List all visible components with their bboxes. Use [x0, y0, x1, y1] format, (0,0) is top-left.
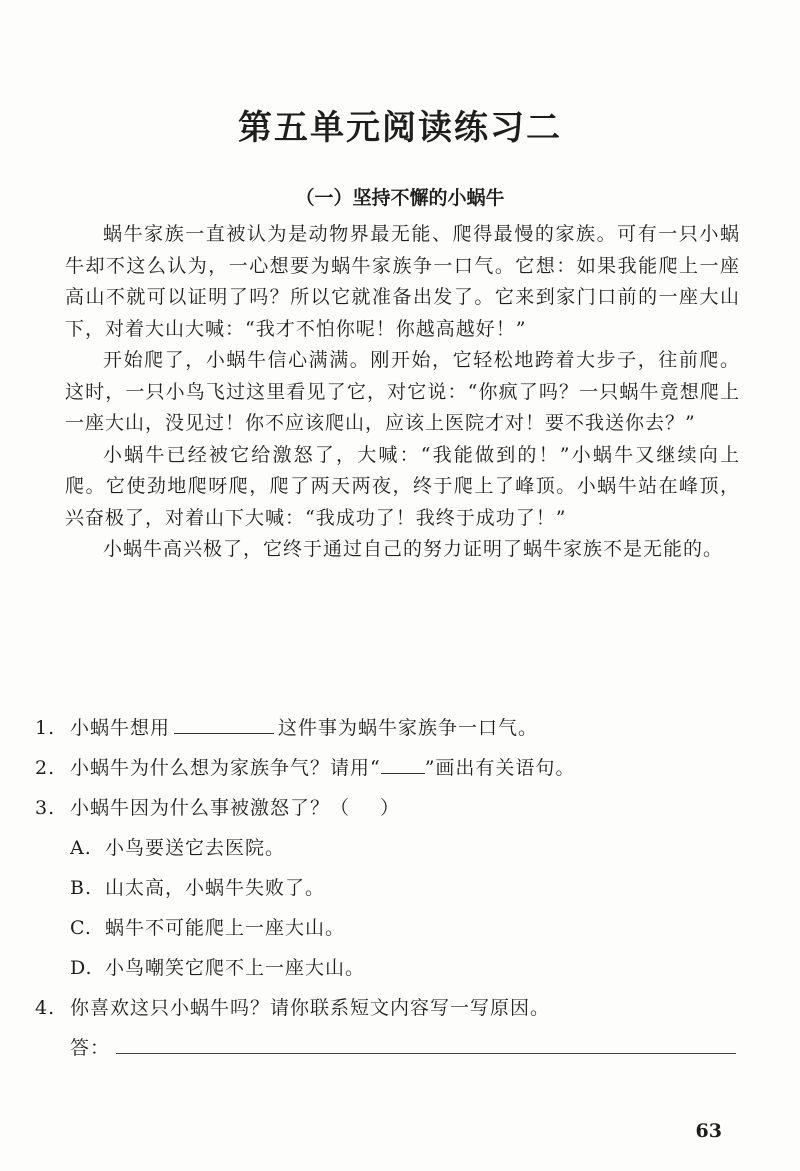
passage-title: （一）坚持不懈的小蜗牛	[295, 187, 505, 209]
passage-paragraph: 小蜗牛已经被它给激怒了，大喊：“我能做到的！”小蜗牛又继续向上爬。它使劲地爬呀爬，爬了两天两夜，终于爬上了峰顶。小蜗牛站在峰顶，兴奋极了，对着山下大喊：“我成功了！我终于成功了！”	[65, 443, 740, 529]
fill-in-blank[interactable]	[174, 713, 274, 734]
passage-paragraph: 开始爬了，小蜗牛信心满满。刚开始，它轻松地跨着大步子，往前爬。这时，一只小鸟飞过这里看见了它，对它说：“你疯了吗？一只蜗牛竟想爬上一座大山，没见过！你不应该爬山，应该上医院才对！要不我送你去？”	[65, 349, 740, 434]
question-list	[35, 708, 745, 1068]
question-text: 小蜗牛为什么想为家族争气？请用“	[70, 757, 381, 779]
question-number: 4.	[35, 997, 56, 1019]
page-title: 第五单元阅读练习二	[238, 108, 562, 148]
question-4	[35, 988, 745, 1028]
question-number: 3.	[35, 797, 56, 819]
question-1	[35, 708, 745, 748]
answer-label: 答：	[70, 1037, 111, 1059]
option-label: C.	[70, 917, 92, 939]
page-number: 63	[695, 1120, 722, 1142]
answer-line[interactable]	[116, 1031, 736, 1054]
question-text: ”画出有关语句。	[424, 757, 576, 779]
option-c	[35, 908, 745, 948]
answer-row	[35, 1028, 745, 1068]
question-text: 小蜗牛想用	[70, 717, 171, 739]
question-2	[35, 748, 745, 788]
question-text: ）	[380, 797, 401, 819]
option-text: 小鸟嘲笑它爬不上一座大山。	[105, 957, 366, 979]
question-text: 你喜欢这只小蜗牛吗？请你联系短文内容写一写原因。	[70, 997, 551, 1019]
reading-passage	[65, 219, 740, 566]
question-text: 这件事为蜗牛家族争一口气。	[278, 717, 539, 739]
question-number: 2.	[35, 757, 56, 779]
option-label: D.	[70, 957, 93, 979]
question-text: 小蜗牛因为什么事被激怒了？（	[70, 797, 351, 819]
option-text: 小鸟要送它去医院。	[105, 837, 286, 859]
question-number: 1.	[35, 717, 56, 739]
passage-paragraph: 蜗牛家族一直被认为是动物界最无能、爬得最慢的家族。可有一只小蜗牛却不这么认为，一心想要为蜗牛家族争一口气。它想：如果我能爬上一座高山不就可以证明了吗？所以它就准备出发了。它来到家门口前的一座大山下，对着大山大喊：“我才不怕你呢！你越高越好！”	[65, 223, 740, 340]
question-3	[35, 788, 745, 828]
option-text: 蜗牛不可能爬上一座大山。	[105, 917, 346, 939]
option-label: B.	[70, 877, 93, 899]
option-label: A.	[70, 837, 92, 859]
passage-paragraph: 小蜗牛高兴极了，它终于通过自己的努力证明了蜗牛家族不是无能的。	[103, 538, 724, 560]
option-d	[35, 948, 745, 988]
option-a	[35, 828, 745, 868]
underline-mark	[381, 753, 425, 774]
option-text: 山太高，小蜗牛失败了。	[105, 877, 326, 899]
option-b	[35, 868, 745, 908]
